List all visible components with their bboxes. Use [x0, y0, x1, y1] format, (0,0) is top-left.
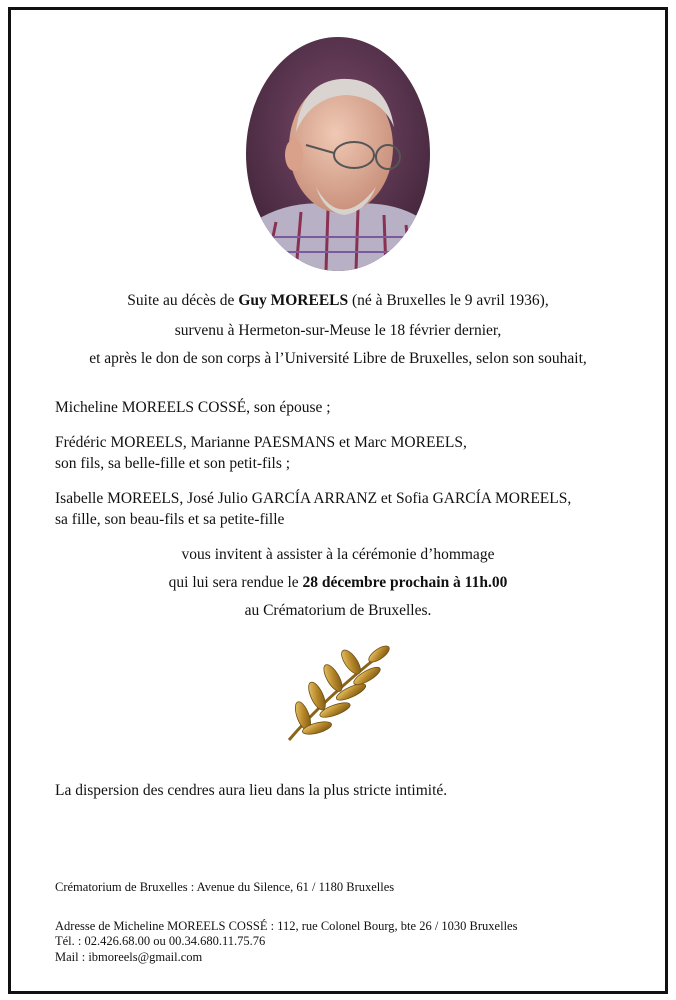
invitation-line-2: [0, 574, 676, 592]
intro-line-1: [0, 292, 676, 310]
invitation-line-1: vous invitent à assister à la cérémonie d’hommage: [181, 546, 495, 563]
contact-phone: Tél. : 02.426.68.00 ou 00.34.680.11.75.76: [55, 934, 266, 948]
intro-suffix: (né à Bruxelles le 9 avril 1936),: [348, 292, 549, 309]
intro-line-3: et après le don de son corps à l’Université Libre de Bruxelles, selon son souhait,: [89, 350, 587, 367]
intro-line-2: survenu à Hermeton-sur-Meuse le 18 février dernier,: [174, 322, 502, 339]
portrait-photo: [246, 37, 430, 271]
contact-address: Adresse de Micheline MOREELS COSSÉ : 112, rue Colonel Bourg, bte 26 / 1030 Bruxelles: [55, 919, 518, 933]
daughter-line-1: Isabelle MOREELS, José Julio GARCÍA ARRANZ et Sofia GARCÍA MOREELS,: [55, 490, 572, 507]
son-line-2: son fils, sa belle-fille et son petit-fils ;: [55, 455, 291, 472]
contact-email[interactable]: Mail : ibmoreels@gmail.com: [55, 950, 203, 964]
son-line-1: Frédéric MOREELS, Marianne PAESMANS et Marc MOREELS,: [55, 434, 467, 451]
invitation-prefix: qui lui sera rendue le: [168, 574, 303, 591]
spouse-line: Micheline MOREELS COSSÉ, son épouse ;: [55, 399, 331, 416]
laurel-branch-icon: [283, 640, 395, 744]
intro-prefix: Suite au décès de: [127, 292, 239, 309]
ceremony-date: 28 décembre prochain à 11h.00: [302, 574, 508, 591]
dispersion-note: La dispersion des cendres aura lieu dans la plus stricte intimité.: [55, 782, 448, 799]
invitation-line-3: au Crématorium de Bruxelles.: [244, 602, 432, 619]
deceased-name: Guy MOREELS: [238, 292, 349, 309]
crematorium-address: Crématorium de Bruxelles : Avenue du Silence, 61 / 1180 Bruxelles: [55, 880, 395, 894]
daughter-line-2: sa fille, son beau-fils et sa petite-fille: [55, 511, 285, 528]
portrait-image: [246, 37, 430, 271]
